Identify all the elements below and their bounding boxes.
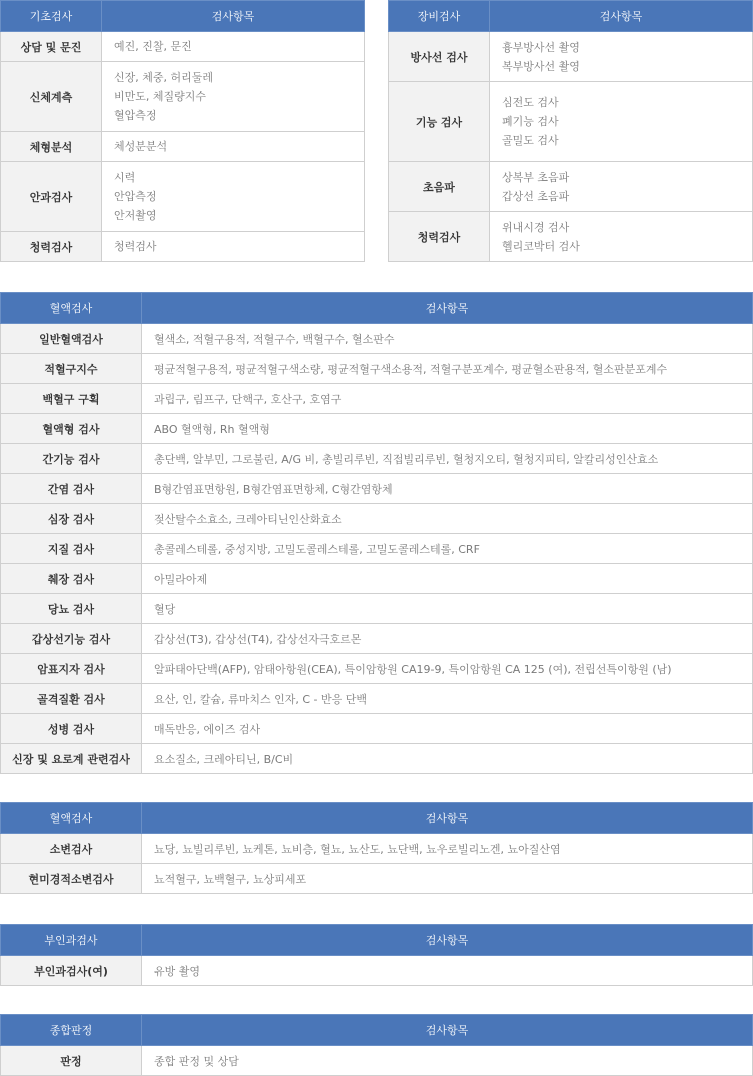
urine-test-table (0, 802, 753, 894)
items-cell: 유방 촬영 (142, 956, 753, 986)
category-cell: 초음파 (389, 162, 490, 212)
table-row (1, 414, 753, 444)
item-line: 예진, 진찰, 문진 (114, 40, 192, 53)
table-row (389, 82, 753, 162)
table-row (1, 744, 753, 774)
category-cell: 현미경적소변검사 (1, 864, 142, 894)
table-row (1, 564, 753, 594)
items-cell: 뇨적혈구, 뇨백혈구, 뇨상피세포 (142, 864, 753, 894)
category-cell: 췌장 검사 (1, 564, 142, 594)
category-cell: 청력검사 (389, 212, 490, 262)
table-row (1, 1046, 753, 1076)
item-line: 혈압측정 (114, 109, 157, 122)
table-row (1, 384, 753, 414)
table-row (1, 834, 753, 864)
item-line: 골밀도 검사 (502, 134, 559, 147)
table-row (1, 62, 365, 132)
items-cell: 과립구, 림프구, 단핵구, 호산구, 호염구 (142, 384, 753, 414)
category-cell: 체형분석 (1, 132, 102, 162)
table-row (1, 714, 753, 744)
header-items: 검사항목 (102, 1, 365, 32)
items-cell (102, 62, 365, 132)
items-cell (490, 212, 753, 262)
table-row (1, 232, 365, 262)
item-line: 흉부방사선 촬영 (502, 40, 580, 54)
category-cell: 간염 검사 (1, 474, 142, 504)
category-cell: 성병 검사 (1, 714, 142, 744)
items-cell: 알파태아단백(AFP), 암태아항원(CEA), 특이암항원 CA19-9, 특이암항원 CA 125 (여), 전립선특이항원 (남) (142, 654, 753, 684)
item-line: 위내시경 검사 (502, 220, 570, 234)
item-line: 시력 (114, 171, 136, 184)
category-cell: 소변검사 (1, 834, 142, 864)
category-cell: 방사선 검사 (389, 32, 490, 82)
table-row (1, 534, 753, 564)
table-header (389, 1, 753, 32)
category-cell: 당뇨 검사 (1, 594, 142, 624)
header-category: 부인과검사 (1, 925, 142, 956)
header-items: 검사항목 (490, 1, 753, 32)
table-row (1, 624, 753, 654)
table-header (1, 1015, 753, 1046)
category-cell: 청력검사 (1, 232, 102, 262)
table-header (1, 803, 753, 834)
item-line: 신장, 체중, 허리둘레 (114, 71, 213, 84)
items-cell (490, 82, 753, 162)
blood-test-table (0, 292, 753, 774)
item-line: 상복부 초음파 (502, 170, 570, 184)
category-cell: 암표지자 검사 (1, 654, 142, 684)
category-cell: 신체계측 (1, 62, 102, 132)
items-cell (490, 162, 753, 212)
table-row (1, 594, 753, 624)
table-row (1, 864, 753, 894)
item-line: 청력검사 (114, 240, 157, 253)
items-cell: 젖산탈수소효소, 크레아티닌인산화효소 (142, 504, 753, 534)
items-cell: 혈당 (142, 594, 753, 624)
items-cell: 종합 판정 및 상담 (142, 1046, 753, 1076)
table-row (1, 32, 365, 62)
equipment-exam-table (388, 0, 753, 262)
item-line: 심전도 검사 (502, 96, 559, 109)
table-row (1, 132, 365, 162)
item-line: 헬리코박터 검사 (502, 239, 580, 253)
category-cell: 갑상선기능 검사 (1, 624, 142, 654)
items-cell: 혈색소, 적혈구용적, 적혈구수, 백혈구수, 혈소판수 (142, 324, 753, 354)
items-cell: 요소질소, 크레아티닌, B/C비 (142, 744, 753, 774)
basic-exam-table (0, 0, 365, 262)
items-cell (490, 32, 753, 82)
items-cell: 요산, 인, 칼슘, 류마치스 인자, C - 반응 단백 (142, 684, 753, 714)
header-category: 장비검사 (389, 1, 490, 32)
items-cell: 뇨당, 뇨빌리루빈, 뇨케톤, 뇨비층, 혈뇨, 뇨산도, 뇨단백, 뇨우로빌리노겐, 뇨아질산염 (142, 834, 753, 864)
category-cell: 심장 검사 (1, 504, 142, 534)
category-cell: 일반혈액검사 (1, 324, 142, 354)
table-row (1, 354, 753, 384)
table-row (1, 654, 753, 684)
table-row (1, 474, 753, 504)
table-row (389, 212, 753, 262)
header-items: 검사항목 (142, 925, 753, 956)
items-cell: ABO 혈액형, Rh 혈액형 (142, 414, 753, 444)
header-items: 검사항목 (142, 1015, 753, 1046)
category-cell: 신장 및 요로계 관련검사 (1, 744, 142, 774)
items-cell (102, 232, 365, 262)
table-header (1, 925, 753, 956)
category-cell: 판정 (1, 1046, 142, 1076)
items-cell (102, 132, 365, 162)
items-cell: 총콜레스테롤, 중성지방, 고밀도콜레스테롤, 고밀도콜레스테롤, CRF (142, 534, 753, 564)
category-cell: 적혈구지수 (1, 354, 142, 384)
items-cell (102, 162, 365, 232)
category-cell: 지질 검사 (1, 534, 142, 564)
table-row (389, 32, 753, 82)
header-items: 검사항목 (142, 803, 753, 834)
table-row (1, 444, 753, 474)
header-category: 기초검사 (1, 1, 102, 32)
header-category: 혈액검사 (1, 803, 142, 834)
category-cell: 간기능 검사 (1, 444, 142, 474)
items-cell: 매독반응, 에이즈 검사 (142, 714, 753, 744)
items-cell: 갑상선(T3), 갑상선(T4), 갑상선자극호르몬 (142, 624, 753, 654)
table-row (1, 504, 753, 534)
gynecology-table (0, 924, 753, 986)
item-line: 폐기능 검사 (502, 115, 559, 128)
items-cell: 평균적혈구용적, 평균적혈구색소량, 평균적혈구색소용적, 적혈구분포계수, 평균혈소판용적, 혈소판분포계수 (142, 354, 753, 384)
item-line: 갑상선 초음파 (502, 189, 570, 203)
header-category: 혈액검사 (1, 293, 142, 324)
item-line: 복부방사선 촬영 (502, 59, 580, 73)
table-row (389, 162, 753, 212)
header-category: 종합판정 (1, 1015, 142, 1046)
category-cell: 상담 및 문진 (1, 32, 102, 62)
item-line: 비만도, 체질량지수 (114, 90, 207, 103)
category-cell: 혈액형 검사 (1, 414, 142, 444)
table-row (1, 324, 753, 354)
category-cell: 백혈구 구획 (1, 384, 142, 414)
item-line: 안저촬영 (114, 209, 157, 222)
table-header (1, 1, 365, 32)
category-cell: 골격질환 검사 (1, 684, 142, 714)
items-cell: B형간염표면항원, B형간염표면항체, C형간염항체 (142, 474, 753, 504)
table-header (1, 293, 753, 324)
item-line: 체성분분석 (114, 140, 168, 153)
items-cell: 총단백, 알부민, 그로불린, A/G 비, 총빌리루빈, 직접빌리루빈, 혈청지오티, 혈청지피티, 알칼리성인산효소 (142, 444, 753, 474)
category-cell: 안과검사 (1, 162, 102, 232)
item-line: 안압측정 (114, 190, 157, 203)
items-cell (102, 32, 365, 62)
table-row (1, 956, 753, 986)
table-row (1, 684, 753, 714)
table-row (1, 162, 365, 232)
category-cell: 기능 검사 (389, 82, 490, 162)
overall-judgment-table (0, 1014, 753, 1076)
header-items: 검사항목 (142, 293, 753, 324)
category-cell: 부인과검사(여) (1, 956, 142, 986)
items-cell: 아밀라아제 (142, 564, 753, 594)
